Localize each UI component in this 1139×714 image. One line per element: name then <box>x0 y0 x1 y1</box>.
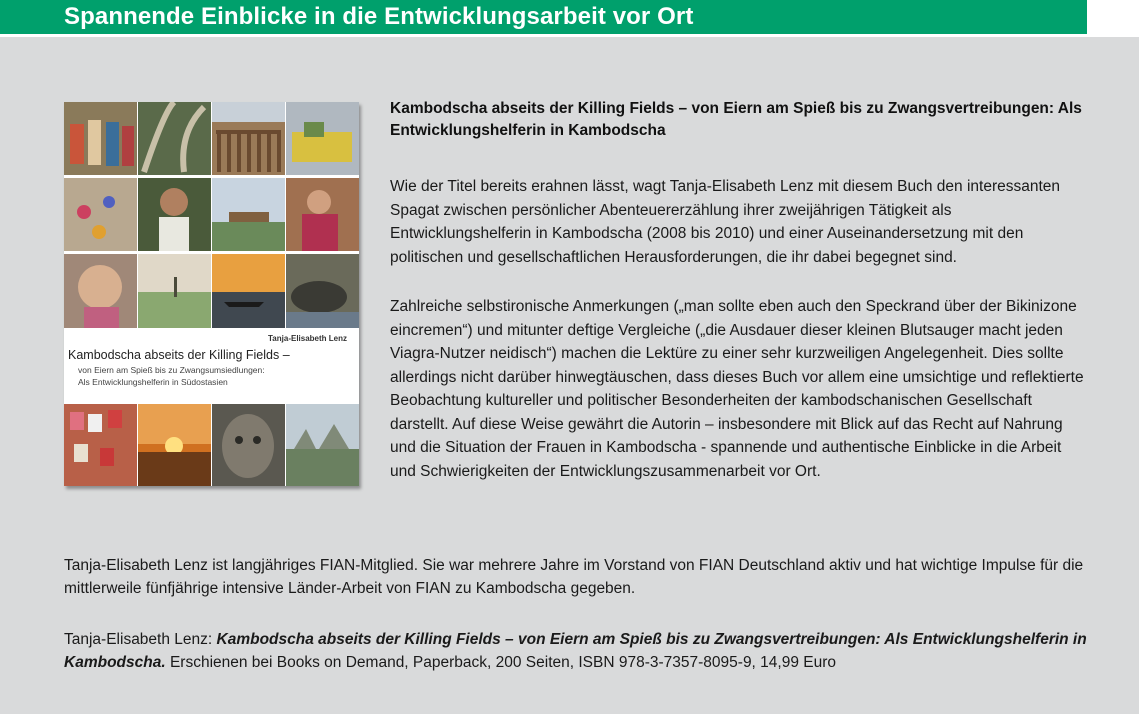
cover-bottom-photos <box>64 404 359 486</box>
author-bio: Tanja-Elisabeth Lenz ist langjähriges FIAN-Mitglied. Sie war mehrere Jahre im Vorstand von FIAN Deutschland aktiv und hat wichtige Impulse für die mittlerweile fünfjährige intensive Länder-Arbeit von FIAN zu Kambodscha gegeben. <box>64 557 1084 597</box>
cover-subtitle-line1: von Eiern am Spieß bis zu Zwangsumsiedlungen: <box>78 365 265 375</box>
citation-author: Tanja-Elisabeth Lenz: <box>64 631 217 648</box>
section-header <box>0 0 1087 34</box>
book-citation <box>64 628 1094 674</box>
citation-title: Kambodscha abseits der Killing Fields – von Eiern am Spieß bis zu Zwangsvertreibungen: Als Entwicklungshelferin in Kambodscha. <box>64 631 1087 671</box>
cover-subtitle-line2: Als Entwicklungshelferin in Südostasien <box>78 377 228 387</box>
content-panel <box>0 37 1139 714</box>
cover-author: Tanja-Elisabeth Lenz <box>268 334 347 343</box>
cover-title-band <box>64 328 359 404</box>
book-cover-image <box>64 102 359 486</box>
section-title: Spannende Einblicke in die Entwicklungsarbeit vor Ort <box>64 3 694 30</box>
cover-photo-collage <box>64 102 359 328</box>
cover-title: Kambodscha abseits der Killing Fields – <box>68 348 290 362</box>
article-paragraph-2: Zahlreiche selbstironische Anmerkungen („man sollte eben auch den Speckrand über der Bikinizone eincremen“) und mitunter deftige Vergleiche („die Ausdauer dieser kleinen Blutsauger macht jeden Viagra-Nutzer neidisch“) machen die Lektüre zu einer sehr kurzweiligen Angelegenheit. Dies sollte allerdings nicht darüber hinwegtäuschen, dass dieses Buch vor allem eine umsichtige und reflektierte Beobachtung kultureller und politischer Besonderheiten der kambodschanischen Gesellschaft darstellt. Auf diese Weise gewährt die Autorin – insbesondere mit Blick auf das Recht auf Nahrung und die Situation der Frauen in Kambodscha - spannende und authentische Einblicke in die Arbeit und Schwierigkeiten der Entwicklungszusammenarbeit vor Ort. <box>390 298 1084 480</box>
article-paragraph-1: Wie der Titel bereits erahnen lässt, wagt Tanja-Elisabeth Lenz mit diesem Buch den interessanten Spagat zwischen persönlicher Abenteuererzählung ihrer zweijährigen Tätigkeit als Entwicklungshelferin in Kambodscha (2008 bis 2010) und einer Auseinandersetzung mit den politischen und gesellschaftlichen Herausforderungen, die ihr dabei begegnet sind. <box>390 178 1061 266</box>
citation-details: Erschienen bei Books on Demand, Paperback, 200 Seiten, ISBN 978-3-7357-8095-9, 14,99 Euro <box>165 654 837 671</box>
article-title: Kambodscha abseits der Killing Fields – von Eiern am Spieß bis zu Zwangsvertreibungen: Als Entwicklungshelferin in Kambodscha <box>390 100 1082 139</box>
